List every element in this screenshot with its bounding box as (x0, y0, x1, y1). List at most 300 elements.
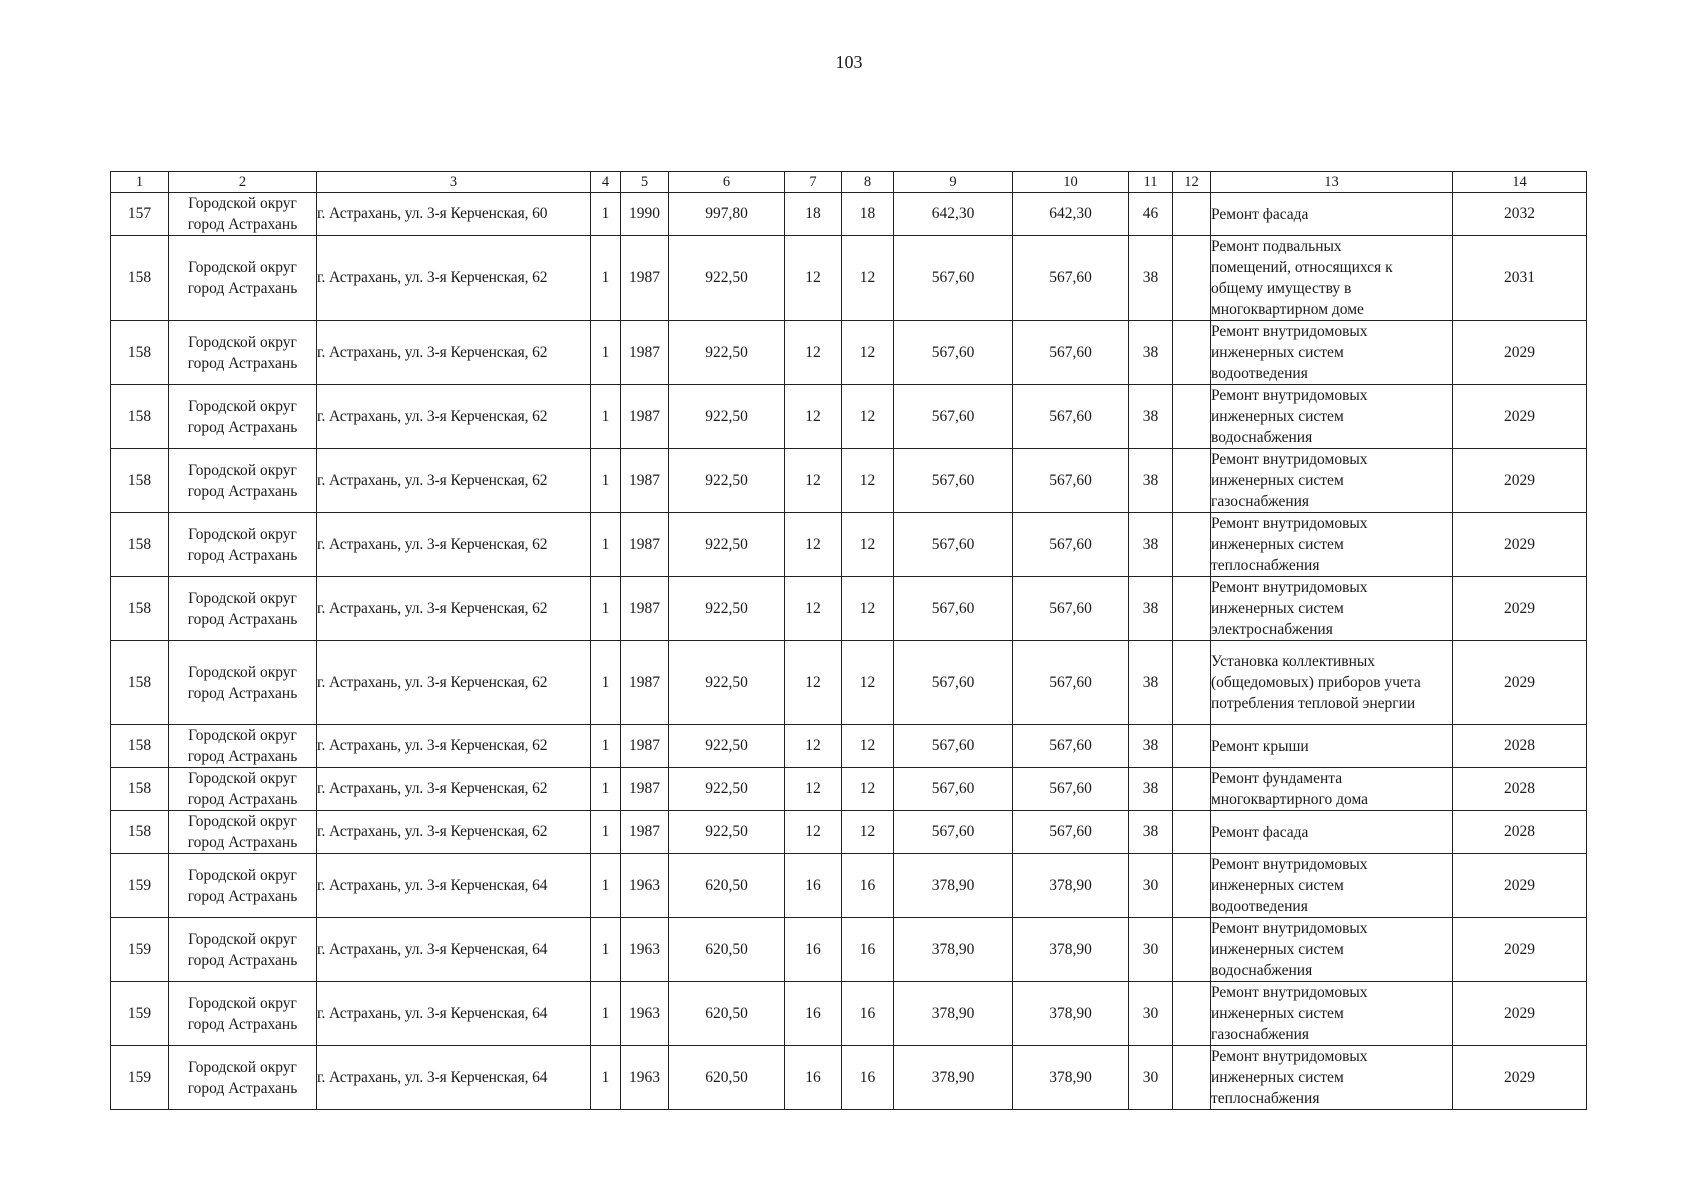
work-type-line: водоотведения (1211, 365, 1308, 382)
cell-col-7: 12 (785, 385, 842, 449)
work-type-line: электроснабжения (1211, 621, 1333, 638)
work-type-line: инженерных систем (1211, 344, 1344, 361)
municipality-line: Городской округ (188, 461, 297, 479)
cell-address: г. Астрахань, ул. 3-я Керченская, 62 (317, 385, 591, 449)
cell-col-4: 1 (591, 982, 621, 1046)
municipality-line: Городской округ (188, 525, 297, 543)
cell-col-10: 567,60 (1013, 641, 1129, 725)
cell-build-year: 1963 (621, 918, 669, 982)
cell-col-8: 12 (842, 768, 894, 811)
cell-col-12 (1173, 811, 1211, 854)
table-row (111, 725, 1587, 768)
work-type-line: водоснабжения (1211, 962, 1313, 979)
municipality-line: Городской округ (188, 397, 297, 415)
cell-col-8: 12 (842, 321, 894, 385)
page-number: 103 (835, 52, 863, 72)
cell-col-8: 16 (842, 918, 894, 982)
cell-work-type (1211, 982, 1453, 1046)
cell-build-year: 1963 (621, 854, 669, 918)
table-row (111, 321, 1587, 385)
municipality-line: Городской округ (188, 259, 297, 276)
column-number: 3 (317, 172, 591, 193)
cell-col-12 (1173, 513, 1211, 577)
cell-col-10: 378,90 (1013, 1046, 1129, 1110)
municipality-line: город Астрахань (187, 216, 298, 233)
cell-col-12 (1173, 725, 1211, 768)
cell-work-type (1211, 236, 1453, 321)
table-row (111, 1046, 1587, 1110)
cell-planned-year: 2029 (1453, 1046, 1587, 1110)
cell-row-number: 159 (111, 1046, 169, 1110)
cell-col-11: 38 (1129, 236, 1173, 321)
cell-municipality (169, 193, 317, 236)
cell-work-type (1211, 725, 1453, 768)
cell-col-7: 12 (785, 811, 842, 854)
cell-address: г. Астрахань, ул. 3-я Керченская, 64 (317, 918, 591, 982)
cell-col-10: 567,60 (1013, 513, 1129, 577)
cell-col-6: 922,50 (669, 768, 785, 811)
cell-col-8: 12 (842, 385, 894, 449)
cell-col-4: 1 (591, 236, 621, 321)
cell-municipality (169, 577, 317, 641)
cell-col-9: 378,90 (894, 854, 1013, 918)
cell-col-4: 1 (591, 449, 621, 513)
work-type-line: Ремонт крыши (1211, 737, 1309, 755)
work-type-line: Установка коллективных (1211, 653, 1376, 670)
table-row (111, 811, 1587, 854)
cell-col-8: 12 (842, 641, 894, 725)
column-number: 12 (1173, 172, 1211, 193)
cell-work-type (1211, 918, 1453, 982)
cell-col-9: 567,60 (894, 641, 1013, 725)
cell-col-6: 620,50 (669, 854, 785, 918)
work-type-line: инженерных систем (1211, 941, 1344, 958)
cell-col-7: 12 (785, 725, 842, 768)
cell-build-year: 1987 (621, 641, 669, 725)
cell-col-8: 16 (842, 854, 894, 918)
cell-build-year: 1987 (621, 513, 669, 577)
cell-address: г. Астрахань, ул. 3-я Керченская, 62 (317, 236, 591, 321)
cell-col-9: 567,60 (894, 768, 1013, 811)
cell-address: г. Астрахань, ул. 3-я Керченская, 62 (317, 449, 591, 513)
table-row (111, 641, 1587, 725)
column-number: 10 (1013, 172, 1129, 193)
cell-col-11: 38 (1129, 385, 1173, 449)
cell-col-10: 567,60 (1013, 725, 1129, 768)
cell-municipality (169, 918, 317, 982)
cell-row-number: 158 (111, 321, 169, 385)
column-number: 11 (1129, 172, 1173, 193)
cell-col-10: 567,60 (1013, 811, 1129, 854)
municipality-line: город Астрахань (187, 887, 298, 905)
cell-col-10: 567,60 (1013, 385, 1129, 449)
cell-col-7: 12 (785, 513, 842, 577)
cell-col-11: 30 (1129, 1046, 1173, 1110)
cell-col-6: 922,50 (669, 321, 785, 385)
cell-col-12 (1173, 854, 1211, 918)
work-type-line: многоквартирном доме (1211, 301, 1364, 318)
cell-col-6: 997,80 (669, 193, 785, 236)
cell-col-10: 567,60 (1013, 768, 1129, 811)
cell-col-7: 12 (785, 321, 842, 385)
municipality-line: Городской округ (188, 195, 297, 212)
table-row (111, 918, 1587, 982)
cell-row-number: 158 (111, 768, 169, 811)
work-type-line: Ремонт внутридомовых (1211, 579, 1368, 596)
work-type-line: Ремонт внутридомовых (1211, 387, 1368, 404)
cell-row-number: 158 (111, 449, 169, 513)
municipality-line: город Астрахань (187, 354, 298, 372)
cell-municipality (169, 236, 317, 321)
cell-col-10: 378,90 (1013, 854, 1129, 918)
cell-col-6: 620,50 (669, 982, 785, 1046)
cell-col-9: 567,60 (894, 449, 1013, 513)
cell-col-11: 38 (1129, 811, 1173, 854)
cell-planned-year: 2028 (1453, 768, 1587, 811)
cell-build-year: 1987 (621, 725, 669, 768)
cell-col-7: 16 (785, 918, 842, 982)
cell-work-type (1211, 193, 1453, 236)
column-number: 8 (842, 172, 894, 193)
table-row (111, 768, 1587, 811)
cell-col-11: 30 (1129, 918, 1173, 982)
cell-col-6: 922,50 (669, 811, 785, 854)
cell-col-6: 922,50 (669, 449, 785, 513)
work-type-line: потребления тепловой энергии (1211, 695, 1416, 712)
cell-municipality (169, 385, 317, 449)
cell-planned-year: 2029 (1453, 641, 1587, 725)
cell-planned-year: 2029 (1453, 449, 1587, 513)
work-type-line: Ремонт внутридомовых (1211, 984, 1368, 1001)
cell-address: г. Астрахань, ул. 3-я Керченская, 62 (317, 321, 591, 385)
column-number: 1 (111, 172, 169, 193)
cell-planned-year: 2029 (1453, 513, 1587, 577)
cell-col-4: 1 (591, 768, 621, 811)
cell-col-7: 12 (785, 236, 842, 321)
cell-col-4: 1 (591, 1046, 621, 1110)
cell-address: г. Астрахань, ул. 3-я Керченская, 62 (317, 513, 591, 577)
cell-planned-year: 2029 (1453, 854, 1587, 918)
municipality-line: Городской округ (188, 727, 297, 744)
cell-col-7: 12 (785, 577, 842, 641)
cell-col-6: 922,50 (669, 513, 785, 577)
cell-col-4: 1 (591, 641, 621, 725)
work-type-line: инженерных систем (1211, 408, 1344, 425)
cell-col-4: 1 (591, 513, 621, 577)
work-type-line: теплоснабжения (1211, 1090, 1320, 1107)
cell-municipality (169, 768, 317, 811)
cell-planned-year: 2029 (1453, 982, 1587, 1046)
column-number: 7 (785, 172, 842, 193)
cell-col-11: 38 (1129, 641, 1173, 725)
cell-col-8: 12 (842, 811, 894, 854)
cell-work-type (1211, 321, 1453, 385)
cell-work-type (1211, 854, 1453, 918)
cell-municipality (169, 982, 317, 1046)
cell-col-4: 1 (591, 725, 621, 768)
municipality-line: Городской округ (188, 589, 297, 607)
municipality-line: Городской округ (188, 333, 297, 351)
municipality-line: город Астрахань (187, 418, 298, 436)
cell-col-9: 567,60 (894, 385, 1013, 449)
municipality-line: Городской округ (188, 663, 297, 681)
cell-work-type (1211, 513, 1453, 577)
work-type-line: Ремонт внутридомовых (1211, 451, 1368, 468)
cell-col-4: 1 (591, 193, 621, 236)
cell-col-8: 12 (842, 236, 894, 321)
table-body (111, 193, 1587, 1110)
work-type-line: помещений, относящихся к (1211, 259, 1393, 276)
cell-col-11: 38 (1129, 449, 1173, 513)
municipality-line: Городской округ (188, 930, 297, 948)
table-row (111, 449, 1587, 513)
table-row (111, 982, 1587, 1046)
cell-planned-year: 2028 (1453, 725, 1587, 768)
cell-col-6: 922,50 (669, 725, 785, 768)
cell-col-10: 567,60 (1013, 321, 1129, 385)
cell-col-8: 12 (842, 513, 894, 577)
cell-col-8: 12 (842, 725, 894, 768)
work-type-line: инженерных систем (1211, 472, 1344, 489)
cell-municipality (169, 854, 317, 918)
cell-address: г. Астрахань, ул. 3-я Керченская, 62 (317, 577, 591, 641)
cell-col-7: 18 (785, 193, 842, 236)
work-type-line: водоотведения (1211, 898, 1308, 915)
cell-planned-year: 2029 (1453, 321, 1587, 385)
cell-col-9: 567,60 (894, 513, 1013, 577)
work-type-line: (общедомовых) приборов учета (1211, 674, 1421, 691)
cell-municipality (169, 811, 317, 854)
column-number: 5 (621, 172, 669, 193)
table-row (111, 577, 1587, 641)
cell-municipality (169, 513, 317, 577)
cell-row-number: 159 (111, 982, 169, 1046)
cell-col-8: 16 (842, 1046, 894, 1110)
cell-col-12 (1173, 385, 1211, 449)
cell-col-12 (1173, 768, 1211, 811)
cell-col-4: 1 (591, 918, 621, 982)
column-number: 9 (894, 172, 1013, 193)
cell-col-6: 922,50 (669, 577, 785, 641)
municipality-line: город Астрахань (187, 1079, 298, 1097)
work-type-line: Ремонт внутридомовых (1211, 515, 1368, 532)
cell-col-9: 378,90 (894, 918, 1013, 982)
cell-municipality (169, 641, 317, 725)
cell-planned-year: 2029 (1453, 918, 1587, 982)
table-row (111, 236, 1587, 321)
cell-col-11: 30 (1129, 854, 1173, 918)
cell-row-number: 158 (111, 725, 169, 768)
work-type-line: водоснабжения (1211, 429, 1313, 446)
cell-address: г. Астрахань, ул. 3-я Керченская, 64 (317, 982, 591, 1046)
cell-col-9: 567,60 (894, 577, 1013, 641)
table-row (111, 854, 1587, 918)
cell-row-number: 157 (111, 193, 169, 236)
cell-col-6: 620,50 (669, 918, 785, 982)
cell-row-number: 159 (111, 918, 169, 982)
cell-row-number: 158 (111, 577, 169, 641)
work-type-line: Ремонт фундамента (1211, 770, 1343, 787)
cell-work-type (1211, 768, 1453, 811)
cell-build-year: 1987 (621, 385, 669, 449)
work-type-line: Ремонт подвальных (1211, 238, 1342, 255)
cell-build-year: 1987 (621, 236, 669, 321)
cell-address: г. Астрахань, ул. 3-я Керченская, 60 (317, 193, 591, 236)
work-type-line: Ремонт фасада (1211, 205, 1309, 223)
municipality-line: Городской округ (188, 770, 297, 787)
cell-col-11: 38 (1129, 513, 1173, 577)
work-type-line: инженерных систем (1211, 536, 1344, 553)
cell-row-number: 159 (111, 854, 169, 918)
work-type-line: Ремонт внутридомовых (1211, 920, 1368, 937)
cell-col-9: 567,60 (894, 321, 1013, 385)
cell-municipality (169, 449, 317, 513)
cell-col-6: 922,50 (669, 236, 785, 321)
cell-col-11: 30 (1129, 982, 1173, 1046)
work-type-line: многоквартирного дома (1211, 791, 1369, 808)
cell-col-12 (1173, 641, 1211, 725)
cell-col-12 (1173, 449, 1211, 513)
cell-col-4: 1 (591, 854, 621, 918)
cell-build-year: 1987 (621, 577, 669, 641)
municipality-line: Городской округ (188, 1058, 297, 1076)
cell-col-6: 922,50 (669, 385, 785, 449)
work-type-line: Ремонт фасада (1211, 823, 1309, 841)
cell-col-9: 378,90 (894, 1046, 1013, 1110)
cell-col-7: 16 (785, 1046, 842, 1110)
cell-col-8: 12 (842, 449, 894, 513)
cell-col-8: 18 (842, 193, 894, 236)
cell-col-10: 378,90 (1013, 918, 1129, 982)
cell-col-10: 378,90 (1013, 982, 1129, 1046)
cell-planned-year: 2031 (1453, 236, 1587, 321)
column-number: 13 (1211, 172, 1453, 193)
work-type-line: общему имуществу в (1211, 280, 1352, 297)
cell-planned-year: 2029 (1453, 577, 1587, 641)
cell-col-9: 567,60 (894, 236, 1013, 321)
cell-build-year: 1987 (621, 768, 669, 811)
cell-work-type (1211, 449, 1453, 513)
municipality-line: город Астрахань (187, 684, 298, 702)
cell-col-11: 46 (1129, 193, 1173, 236)
municipality-line: город Астрахань (187, 482, 298, 500)
cell-col-12 (1173, 1046, 1211, 1110)
column-number: 6 (669, 172, 785, 193)
cell-col-12 (1173, 321, 1211, 385)
work-type-line: инженерных систем (1211, 1069, 1344, 1086)
municipality-line: город Астрахань (187, 546, 298, 564)
cell-planned-year: 2032 (1453, 193, 1587, 236)
cell-build-year: 1987 (621, 449, 669, 513)
cell-build-year: 1987 (621, 321, 669, 385)
table-row (111, 385, 1587, 449)
cell-build-year: 1987 (621, 811, 669, 854)
cell-col-10: 567,60 (1013, 236, 1129, 321)
municipality-line: город Астрахань (187, 951, 298, 969)
cell-col-12 (1173, 918, 1211, 982)
cell-col-10: 642,30 (1013, 193, 1129, 236)
cell-col-4: 1 (591, 321, 621, 385)
cell-col-12 (1173, 982, 1211, 1046)
cell-col-11: 38 (1129, 725, 1173, 768)
cell-row-number: 158 (111, 641, 169, 725)
cell-build-year: 1963 (621, 982, 669, 1046)
cell-address: г. Астрахань, ул. 3-я Керченская, 62 (317, 811, 591, 854)
cell-row-number: 158 (111, 811, 169, 854)
work-type-line: инженерных систем (1211, 1005, 1344, 1022)
municipality-line: город Астрахань (187, 610, 298, 628)
municipality-line: город Астрахань (187, 834, 298, 851)
cell-col-7: 12 (785, 449, 842, 513)
cell-work-type (1211, 811, 1453, 854)
cell-col-7: 12 (785, 641, 842, 725)
cell-col-11: 38 (1129, 577, 1173, 641)
work-type-line: Ремонт внутридомовых (1211, 1048, 1368, 1065)
cell-col-7: 16 (785, 854, 842, 918)
cell-col-12 (1173, 193, 1211, 236)
cell-col-11: 38 (1129, 321, 1173, 385)
cell-col-9: 378,90 (894, 982, 1013, 1046)
cell-build-year: 1990 (621, 193, 669, 236)
cell-address: г. Астрахань, ул. 3-я Керченская, 64 (317, 1046, 591, 1110)
cell-col-9: 567,60 (894, 725, 1013, 768)
cell-col-10: 567,60 (1013, 449, 1129, 513)
work-type-line: теплоснабжения (1211, 557, 1320, 574)
cell-planned-year: 2028 (1453, 811, 1587, 854)
cell-col-9: 642,30 (894, 193, 1013, 236)
cell-row-number: 158 (111, 513, 169, 577)
cell-work-type (1211, 385, 1453, 449)
cell-address: г. Астрахань, ул. 3-я Керченская, 62 (317, 725, 591, 768)
cell-planned-year: 2029 (1453, 385, 1587, 449)
work-type-line: газоснабжения (1211, 493, 1310, 510)
cell-municipality (169, 321, 317, 385)
column-number-row (111, 172, 1587, 193)
cell-col-12 (1173, 577, 1211, 641)
municipality-line: город Астрахань (187, 748, 298, 765)
work-type-line: газоснабжения (1211, 1026, 1310, 1043)
work-type-line: Ремонт внутридомовых (1211, 856, 1368, 873)
work-type-line: инженерных систем (1211, 877, 1344, 894)
cell-work-type (1211, 577, 1453, 641)
cell-address: г. Астрахань, ул. 3-я Керченская, 64 (317, 854, 591, 918)
cell-address: г. Астрахань, ул. 3-я Керченская, 62 (317, 768, 591, 811)
cell-col-7: 16 (785, 982, 842, 1046)
cell-work-type (1211, 1046, 1453, 1110)
cell-municipality (169, 1046, 317, 1110)
column-number: 14 (1453, 172, 1587, 193)
cell-address: г. Астрахань, ул. 3-я Керченская, 62 (317, 641, 591, 725)
cell-col-6: 620,50 (669, 1046, 785, 1110)
capital-repair-table (110, 171, 1587, 1110)
cell-build-year: 1963 (621, 1046, 669, 1110)
cell-row-number: 158 (111, 385, 169, 449)
municipality-line: город Астрахань (187, 791, 298, 808)
cell-col-9: 567,60 (894, 811, 1013, 854)
cell-col-4: 1 (591, 811, 621, 854)
cell-col-8: 16 (842, 982, 894, 1046)
column-number: 4 (591, 172, 621, 193)
municipality-line: Городской округ (188, 813, 297, 830)
cell-col-4: 1 (591, 577, 621, 641)
municipality-line: Городской округ (188, 866, 297, 884)
cell-col-12 (1173, 236, 1211, 321)
cell-municipality (169, 725, 317, 768)
cell-col-8: 12 (842, 577, 894, 641)
cell-col-6: 922,50 (669, 641, 785, 725)
cell-work-type (1211, 641, 1453, 725)
cell-col-4: 1 (591, 385, 621, 449)
